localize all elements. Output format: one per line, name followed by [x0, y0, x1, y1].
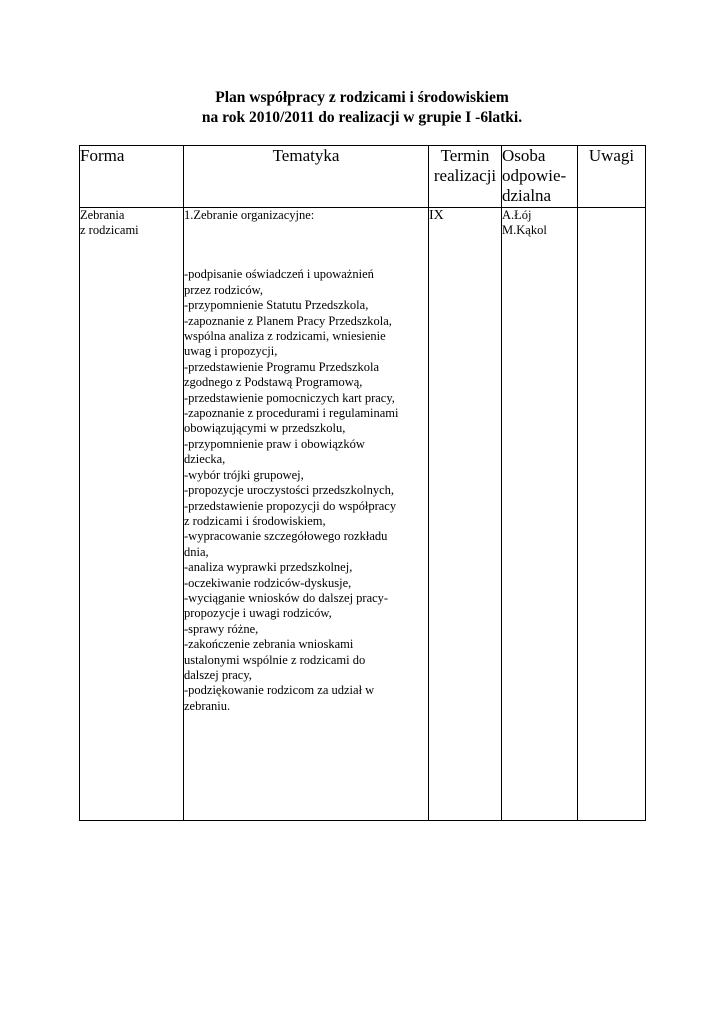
topic-line: dziecka,	[184, 452, 226, 467]
topic-line: -wybór trójki grupowej,	[184, 467, 304, 482]
header-forma-label: Forma	[80, 146, 125, 165]
topic-line: -wypracowanie szczegółowego rozkładu	[184, 529, 388, 544]
topic-item	[184, 406, 428, 437]
topic-line: ustalonymi wspólnie z rodzicami do	[184, 652, 366, 667]
topic-line: uwag i propozycji,	[184, 344, 278, 359]
topic-line: -sprawy różne,	[184, 621, 259, 636]
topic-line: dnia,	[184, 544, 209, 559]
cell-forma	[80, 208, 184, 821]
topics-list	[184, 267, 428, 714]
topic-item	[184, 391, 428, 406]
header-tematyka	[184, 146, 429, 208]
topic-item	[184, 499, 428, 530]
cooperation-plan-table	[79, 145, 646, 821]
topic-item	[184, 298, 428, 313]
cell-tematyka	[184, 208, 429, 821]
topic-line: -zapoznanie z procedurami i regulaminami	[184, 406, 399, 421]
topic-title: 1.Zebranie organizacyjne:	[184, 208, 315, 222]
forma-line-2: z rodzicami	[80, 223, 139, 237]
header-osoba-line-1: Osoba	[502, 146, 546, 165]
forma-line-1: Zebrania	[80, 208, 125, 222]
topic-item	[184, 360, 428, 391]
topic-item	[184, 560, 428, 575]
topic-line: -zakończenie zebrania wnioskami	[184, 637, 354, 652]
osoba-line-1: A.Łój	[502, 208, 532, 222]
topic-line: -propozycje uroczystości przedszkolnych,	[184, 483, 394, 498]
header-osoba-line-2: odpowie-	[502, 166, 567, 185]
topic-item	[184, 468, 428, 483]
topic-line: -przedstawienie propozycji do współpracy	[184, 498, 397, 513]
topic-item	[184, 267, 428, 298]
topic-line: -przypomnienie praw i obowiązków	[184, 436, 365, 451]
topic-item	[184, 683, 428, 714]
header-termin-line-1: Termin	[440, 146, 490, 165]
header-forma	[80, 146, 184, 208]
header-termin-line-2: realizacji	[433, 166, 497, 185]
topic-line: propozycje i uwagi rodziców,	[184, 606, 332, 621]
topic-item	[184, 483, 428, 498]
header-uwagi	[578, 146, 646, 208]
cell-termin	[429, 208, 502, 821]
topic-line: -przedstawienie Programu Przedszkola	[184, 359, 380, 374]
cell-osoba	[502, 208, 578, 821]
title-line-1: Plan współpracy z rodzicami i środowiskiem	[215, 89, 509, 106]
cell-uwagi	[578, 208, 646, 821]
termin-value: IX	[429, 208, 444, 223]
topic-item	[184, 637, 428, 683]
topic-line: -przedstawienie pomocniczych kart pracy,	[184, 390, 395, 405]
topic-line: zgodnego z Podstawą Programową,	[184, 375, 363, 390]
topic-line: wspólna analiza z rodzicami, wniesienie	[184, 329, 386, 344]
topic-line: dalszej pracy,	[184, 667, 252, 682]
topic-item	[184, 529, 428, 560]
header-termin	[429, 146, 502, 208]
table-row	[80, 208, 646, 821]
table-header-row	[80, 146, 646, 208]
topic-item	[184, 314, 428, 360]
topic-line: z rodzicami i środowiskiem,	[184, 513, 326, 528]
topic-item	[184, 591, 428, 622]
header-osoba-line-3: dzialna	[502, 186, 552, 205]
topic-line: -analiza wyprawki przedszkolnej,	[184, 560, 353, 575]
topic-line: -podpisanie oświadczeń i upoważnień	[184, 267, 374, 282]
topic-line: -przypomnienie Statutu Przedszkola,	[184, 298, 369, 313]
title-line-2: na rok 2010/2011 do realizacji w grupie I -6latki.	[201, 109, 523, 126]
osoba-line-2: M.Kąkol	[502, 223, 547, 237]
document-title	[0, 88, 724, 128]
header-tematyka-label: Tematyka	[272, 146, 340, 165]
topic-item	[184, 437, 428, 468]
topic-line: przez rodziców,	[184, 282, 264, 297]
topic-item	[184, 576, 428, 591]
header-uwagi-label: Uwagi	[588, 146, 635, 165]
topic-line: -zapoznanie z Planem Pracy Przedszkola,	[184, 313, 392, 328]
topic-item	[184, 622, 428, 637]
topic-line: -oczekiwanie rodziców-dyskusje,	[184, 575, 352, 590]
topic-line: zebraniu.	[184, 698, 231, 713]
topic-line: obowiązującymi w przedszkolu,	[184, 421, 346, 436]
topic-line: -wyciąganie wniosków do dalszej pracy-	[184, 590, 389, 605]
header-osoba	[502, 146, 578, 208]
topic-line: -podziękowanie rodzicom za udział w	[184, 683, 375, 698]
